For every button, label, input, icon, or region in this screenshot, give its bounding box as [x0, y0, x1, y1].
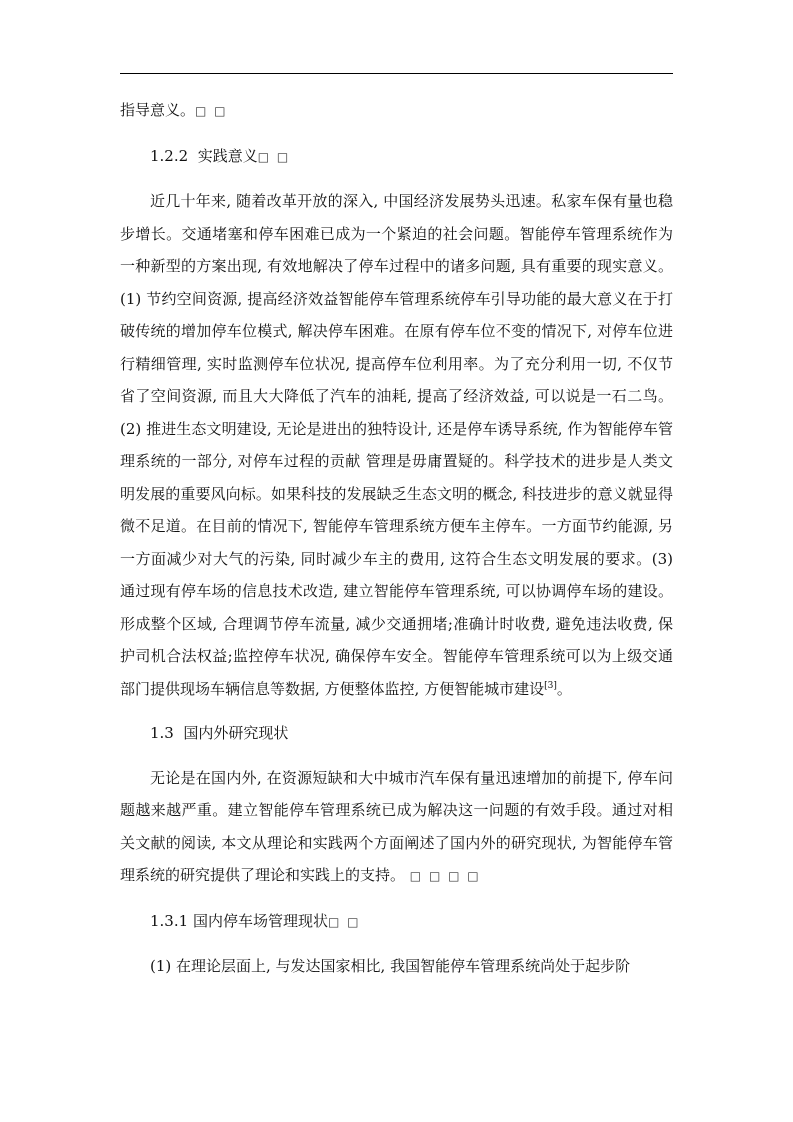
header-rule: [120, 73, 673, 74]
placeholder-glyphs: □ □: [257, 149, 291, 164]
paragraph-text: 无论是在国内外, 在资源短缺和大中城市汽车保有量迅速增加的前提下, 停车问题越来越严重。建立智能停车管理系统已成为解决这一问题的有效手段。通过对相关文献的阅读, 本文从理论和实践两个方面阐述了国内外的研究现状, 为智能停车管理系统的研究提供了理论和实践上的支持。: [120, 768, 673, 884]
continued-line: [120, 94, 673, 128]
paragraph-end: 。: [556, 679, 572, 698]
placeholder-glyphs: □ □: [327, 914, 361, 929]
body-paragraph-domestic-theory: [120, 950, 673, 983]
section-heading-1-3: [120, 717, 673, 750]
document-body: [120, 94, 673, 983]
section-title: 国内外研究现状: [183, 724, 289, 742]
section-number: 1.2.2: [150, 146, 189, 165]
section-heading-1-3-1: [120, 905, 673, 939]
citation-marker: [3]: [544, 680, 557, 691]
placeholder-glyphs: □ □: [195, 104, 228, 118]
paragraph-text: (1) 在理论层面上, 与发达国家相比, 我国智能停车管理系统尚处于起步阶: [150, 957, 631, 975]
paragraph-text: 近几十年来, 随着改革开放的深入, 中国经济发展势头迅速。私家车保有量也稳步增长。交通堵塞和停车困难已成为一个紧迫的社会问题。智能停车管理系统作为一种新型的方案出现, 有效地解决了停车过程中的诸多问题, 具有重要的现实意义。(1) 节约空间资源, 提高经济效益智能停车管理系统停车引导功能的最大意义在于打破传统的增加停车位模式, 解决停车困难。在原有停车位不变的情况下, 对停车位进行精细管理, 实时监测停车位状况, 提高停车位利用率。为了充分利用一切, 不仅节省了空间资源, 而且大大降低了汽车的油耗, 提高了经济效益, 可以说是一石二鸟。(2) 推进生态文明建设, 无论是进出的独特设计, 还是停车诱导系统, 作为智能停车管理系统的一部分, 对停车过程的贡献 管理是毋庸置疑的。科学技术的进步是人类文明发展的重要风向标。如果科技的发展缺乏生态文明的概念, 科技进步的意义就显得微不足道。在目前的情况下, 智能停车管理系统方便车主停车。一方面节约能源, 另一方面减少对大气的污染, 同时减少车主的费用, 这符合生态文明发展的要求。(3) 通过现有停车场的信息技术改造, 建立智能停车管理系统, 可以协调停车场的建设。形成整个区域, 合理调节停车流量, 减少交通拥堵;准确计时收费, 避免违法收费, 保护司机合法权益;监控停车状况, 确保停车安全。智能停车管理系统可以为上级交通部门提供现场车辆信息等数据, 方便整体监控, 方便智能城市建设: [120, 192, 673, 698]
body-paragraph-practical-significance: [120, 185, 673, 705]
placeholder-glyphs: □ □ □ □: [409, 869, 481, 883]
section-number: 1.3: [150, 724, 174, 742]
section-heading-1-2-2: [120, 140, 673, 174]
section-title: 国内停车场管理现状: [192, 911, 328, 930]
section-title: 实践意义: [197, 146, 258, 165]
continued-line-text: 指导意义。: [120, 101, 196, 119]
section-number: 1.3.1: [150, 911, 189, 930]
body-paragraph-research-status: [120, 762, 673, 893]
